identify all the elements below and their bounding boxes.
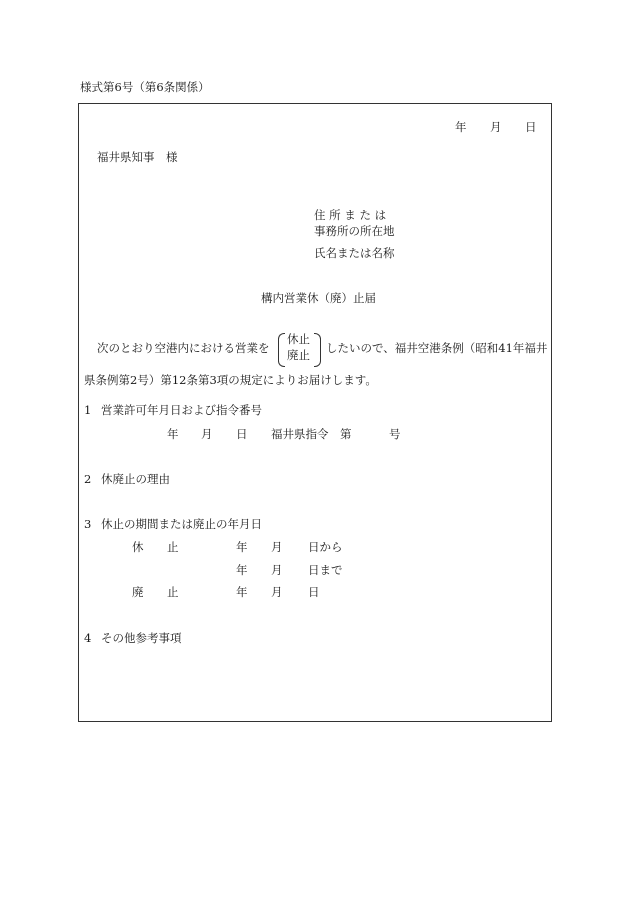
suspend-to-day: 日まで xyxy=(308,563,343,577)
date-month: 月 xyxy=(490,120,502,134)
suspend-to-year: 年 xyxy=(236,563,248,577)
name-label: 氏名または名称 xyxy=(314,246,395,260)
date-year: 年 xyxy=(455,120,467,134)
form-number: 様式第6号（第6条関係） xyxy=(80,80,210,94)
body-intro: 次のとおり空港内における営業を xyxy=(97,341,270,355)
section-1-title: 営業許可年月日および指令番号 xyxy=(101,403,262,417)
suspend-from-year: 年 xyxy=(236,540,248,554)
abolish-label-b: 止 xyxy=(167,585,179,599)
suspend-from-day: 日から xyxy=(308,540,343,554)
document-title: 構内営業休（廃）止届 xyxy=(261,291,376,305)
choice-brace-left xyxy=(278,333,285,367)
body-after-choice: したいので、福井空港条例（昭和41年福井 xyxy=(326,341,548,355)
address-label-line2: 事務所の所在地 xyxy=(314,224,395,238)
suspend-to-month: 月 xyxy=(271,563,283,577)
choice-brace-right xyxy=(314,333,321,367)
permit-month: 月 xyxy=(201,427,213,441)
address-label-line1: 住 所 ま た は xyxy=(314,208,387,222)
suspend-label-b: 止 xyxy=(167,540,179,554)
date-day: 日 xyxy=(525,120,537,134)
choice-abolish: 廃止 xyxy=(287,348,310,362)
permit-directive: 福井県指令 第 xyxy=(271,427,352,441)
section-4-title: その他参考事項 xyxy=(101,631,182,645)
section-2-number: 2 xyxy=(84,472,92,486)
permit-day: 日 xyxy=(236,427,248,441)
body-line2: 県条例第2号）第12条第3項の規定によりお届けします。 xyxy=(84,373,377,387)
permit-year: 年 xyxy=(167,427,179,441)
section-1-number: 1 xyxy=(84,403,92,417)
section-2-title: 休廃止の理由 xyxy=(101,472,170,486)
abolish-day: 日 xyxy=(308,585,320,599)
abolish-year: 年 xyxy=(236,585,248,599)
addressee: 福井県知事 様 xyxy=(97,150,178,164)
section-4-number: 4 xyxy=(84,631,92,645)
permit-number-suffix: 号 xyxy=(389,427,401,441)
abolish-label-a: 廃 xyxy=(132,585,144,599)
section-3-title: 休止の期間または廃止の年月日 xyxy=(101,517,262,531)
section-3-number: 3 xyxy=(84,517,92,531)
suspend-from-month: 月 xyxy=(271,540,283,554)
suspend-label-a: 休 xyxy=(132,540,144,554)
abolish-month: 月 xyxy=(271,585,283,599)
choice-suspend: 休止 xyxy=(287,332,310,346)
